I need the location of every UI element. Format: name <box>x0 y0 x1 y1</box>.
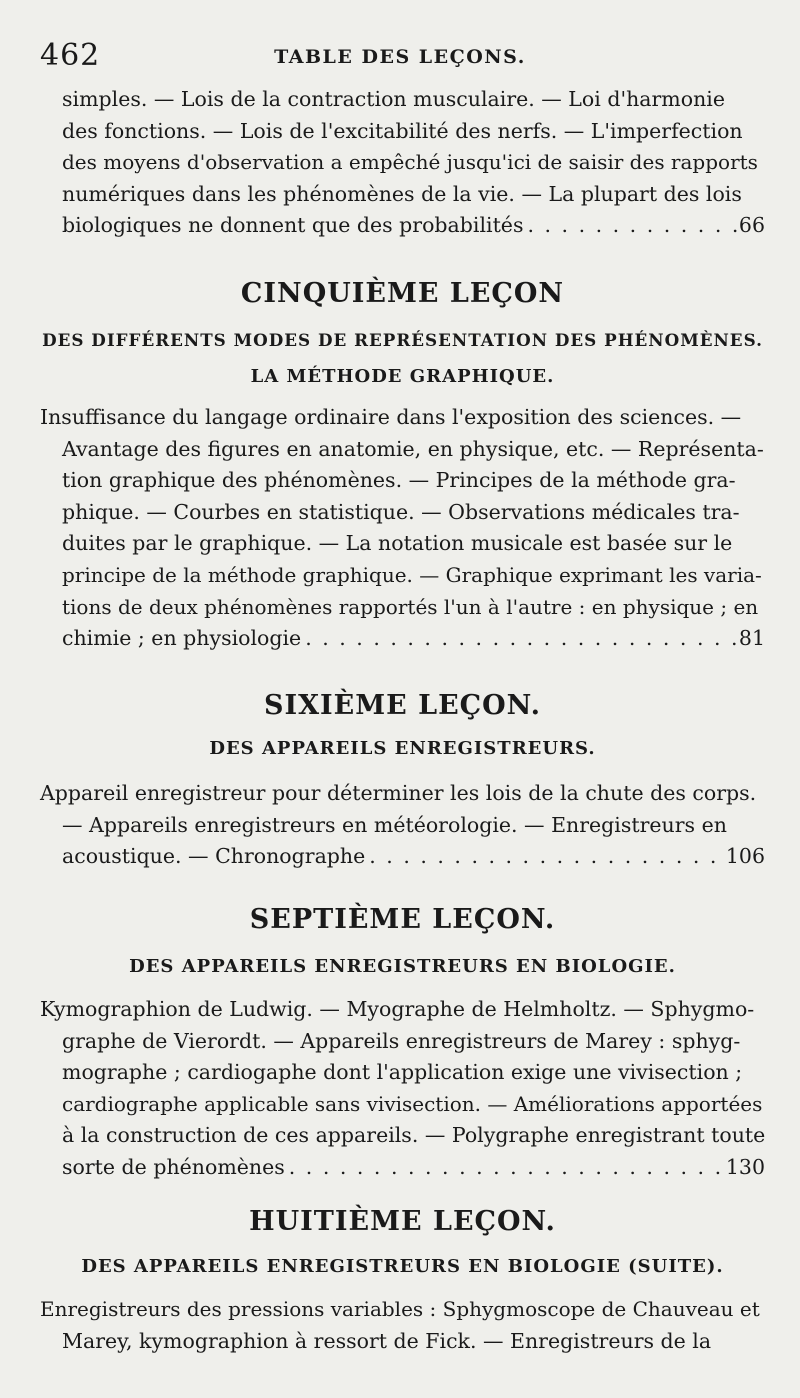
lesson5-page-ref: 81 <box>738 626 765 651</box>
lesson5-last-line <box>40 623 765 655</box>
lesson7-line: mographe ; cardiogaphe dont l'application exige une vivisection ; <box>62 1060 743 1085</box>
lesson5-last-text: chimie ; en physiologie <box>62 626 302 651</box>
lesson6-summary <box>40 778 765 873</box>
dot-leader <box>301 623 739 655</box>
lesson7-last-text: sorte de phénomènes <box>62 1154 285 1179</box>
lesson8-line: Enregistreurs des pressions variables : Sphygmoscope de Chauveau et <box>40 1297 760 1321</box>
page-number: 462 <box>40 38 101 73</box>
intro-line: numériques dans les phénomènes de la vie. — La plupart des lois <box>62 181 742 206</box>
lesson5-subtitle-2: LA MÉTHODE GRAPHIQUE. <box>250 366 555 387</box>
intro-last-text: biologiques ne donnent que des probabilités <box>62 213 524 238</box>
lesson6-title: SIXIÈME LEÇON. <box>263 690 542 721</box>
lesson5-line: tions de deux phénomènes rapportés l'un à l'autre : en physique ; en <box>62 594 759 619</box>
lesson7-page-ref: 130 <box>725 1154 765 1179</box>
lesson5-line: duites par le graphique. — La notation musicale est basée sur le <box>62 531 733 556</box>
lesson5-line: Avantage des figures en anatomie, en physique, etc. — Représenta- <box>62 436 764 461</box>
intro-page-ref: 66 <box>738 213 765 238</box>
lesson7-last-line <box>40 1152 765 1184</box>
lesson7-subtitle: DES APPAREILS ENREGISTREURS EN BIOLOGIE. <box>129 956 676 977</box>
lesson7-summary <box>40 994 765 1184</box>
dot-leader <box>523 210 738 242</box>
lesson7-line: cardiographe applicable sans vivisection. — Améliorations apportées <box>62 1091 763 1116</box>
intro-line: des moyens d'observation a empêché jusqu'ici de saisir des rapports <box>62 150 758 175</box>
page-header <box>40 38 760 74</box>
intro-line: simples. — Lois de la contraction musculaire. — Loi d'harmonie <box>62 87 725 111</box>
lesson6-subtitle: DES APPAREILS ENREGISTREURS. <box>209 738 596 759</box>
lesson6-line: Appareil enregistreur pour déterminer les lois de la chute des corps. <box>40 781 757 805</box>
lesson6-page-ref: 106 <box>725 844 765 869</box>
lesson8-line: Marey, kymographion à ressort de Fick. — Enregistreurs de la <box>62 1328 712 1353</box>
lesson5-line: Insuffisance du langage ordinaire dans l'exposition des sciences. — <box>40 405 742 429</box>
lesson5-subtitle-1: DES DIFFÉRENTS MODES DE REPRÉSENTATION DES PHÉNOMÈNES. <box>42 330 763 350</box>
intro-paragraph <box>40 84 765 242</box>
lesson5-title: CINQUIÈME LEÇON <box>240 278 565 309</box>
dot-leader <box>365 841 726 873</box>
lesson7-line: à la construction de ces appareils. — Polygraphe enregistrant toute <box>62 1123 766 1148</box>
lesson8-subtitle: DES APPAREILS ENREGISTREURS EN BIOLOGIE (SUITE). <box>81 1256 724 1277</box>
lesson6-line: — Appareils enregistreurs en météorologie. — Enregistreurs en <box>62 812 727 837</box>
lesson6-last-text: acoustique. — Chronographe <box>62 844 366 869</box>
lesson6-last-line <box>40 841 765 873</box>
lesson8-summary <box>40 1294 765 1357</box>
lesson5-summary <box>40 402 765 655</box>
lesson5-line: phique. — Courbes en statistique. — Observations médicales tra- <box>62 499 740 524</box>
lesson5-line: tion graphique des phénomènes. — Principes de la méthode gra- <box>62 468 736 493</box>
running-title: TABLE DES LEÇONS. <box>274 46 526 68</box>
lesson8-title: HUITIÈME LEÇON. <box>249 1206 556 1237</box>
intro-line: des fonctions. — Lois de l'excitabilité des nerfs. — L'imperfection <box>62 118 743 143</box>
intro-last-line <box>40 210 765 242</box>
lesson7-line: Kymographion de Ludwig. — Myographe de Helmholtz. — Sphygmo- <box>40 997 755 1021</box>
lesson7-title: SEPTIÈME LEÇON. <box>249 904 556 935</box>
lesson5-line: principe de la méthode graphique. — Graphique exprimant les varia- <box>62 562 762 587</box>
lesson7-line: graphe de Vierordt. — Appareils enregistreurs de Marey : sphyg- <box>62 1028 741 1053</box>
dot-leader <box>285 1152 726 1184</box>
